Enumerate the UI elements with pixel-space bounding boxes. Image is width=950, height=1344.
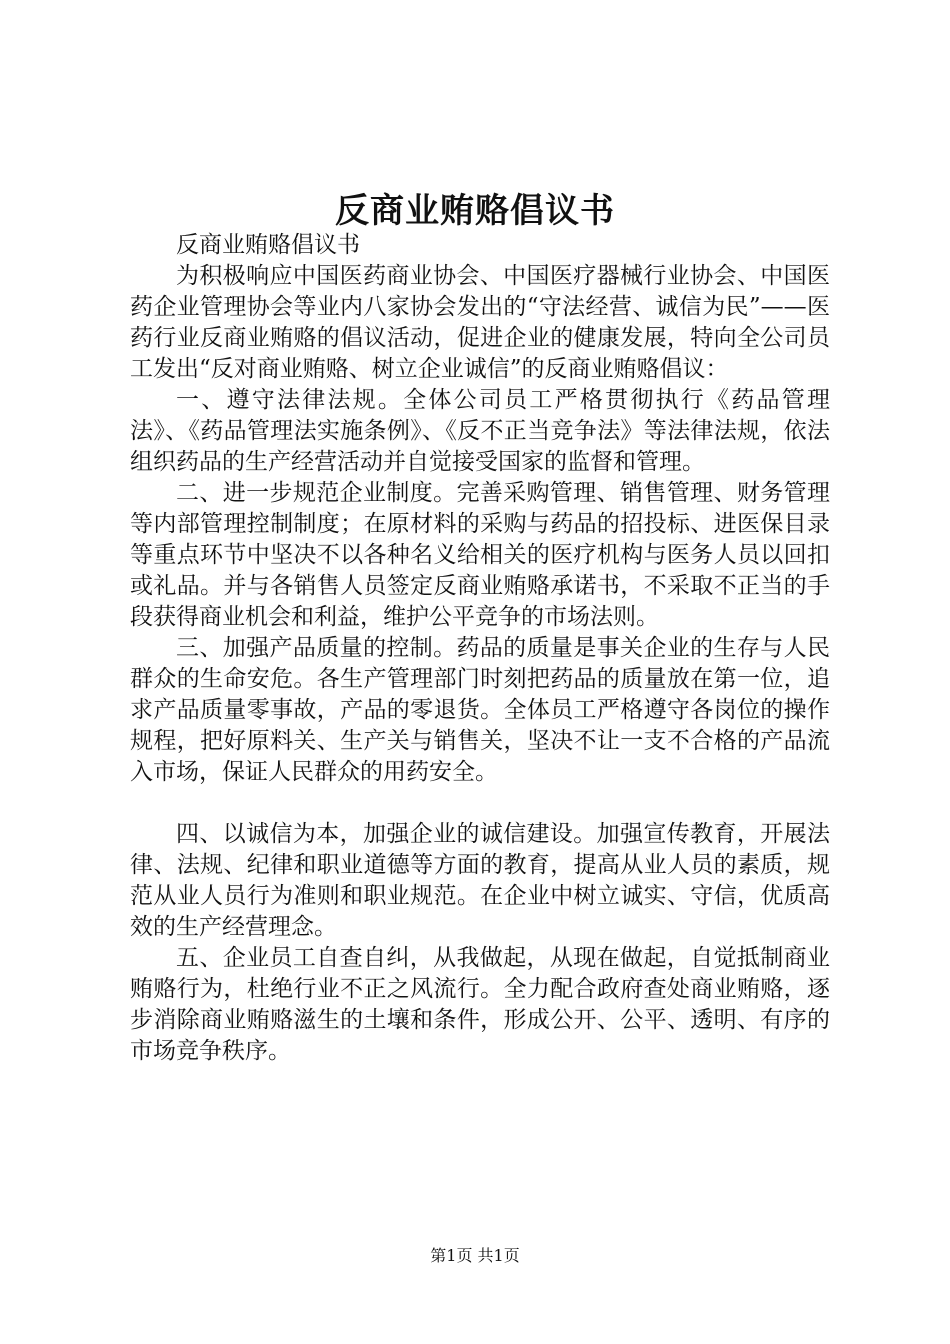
paragraph-item-5: 五、企业员工自查自纠，从我做起，从现在做起，自觉抵制商业贿赂行为，杜绝行业不正之风流行。全力配合政府查处商业贿赂，逐步消除商业贿赂滋生的土壤和条件，形成公开、公平、透明、有序的市场竞争秩序。: [130, 945, 830, 1064]
paragraph-subtitle: 反商业贿赂倡议书: [176, 232, 360, 258]
document-title: 反商业贿赂倡议书: [335, 191, 615, 231]
page-footer: 第1页 共1页: [430, 1246, 520, 1265]
paragraph-item-1: 一、遵守法律法规。全体公司员工严格贯彻执行《药品管理法》、《药品管理法实施条例》、《反不正当竞争法》等法律法规，依法组织药品的生产经营活动并自觉接受国家的监督和管理。: [130, 387, 830, 475]
document-body: [130, 230, 830, 1067]
paragraph-item-4: 四、以诚信为本，加强企业的诚信建设。加强宣传教育，开展法律、法规、纪律和职业道德等方面的教育，提高从业人员的素质，规范从业人员行为准则和职业规范。在企业中树立诚实、守信，优质高效的生产经营理念。: [130, 821, 830, 940]
paragraph-item-3: 三、加强产品质量的控制。药品的质量是事关企业的生存与人民群众的生命安危。各生产管理部门时刻把药品的质量放在第一位，追求产品质量零事故，产品的零退货。全体员工严格遵守各岗位的操作规程，把好原料关、生产关与销售关，坚决不让一支不合格的产品流入市场，保证人民群众的用药安全。: [130, 635, 830, 785]
paragraph-intro: 为积极响应中国医药商业协会、中国医疗器械行业协会、中国医药企业管理协会等业内八家协会发出的“守法经营、诚信为民”——医药行业反商业贿赂的倡议活动，促进企业的健康发展，特向全公司员工发出“反对商业贿赂、树立企业诚信”的反商业贿赂倡议：: [130, 263, 830, 382]
paragraph-item-2: 二、进一步规范企业制度。完善采购管理、销售管理、财务管理等内部管理控制制度；在原材料的采购与药品的招投标、进医保目录等重点环节中坚决不以各种名义给相关的医疗机构与医务人员以回扣或礼品。并与各销售人员签定反商业贿赂承诺书，不采取不正当的手段获得商业机会和利益，维护公平竞争的市场法则。: [130, 480, 830, 630]
